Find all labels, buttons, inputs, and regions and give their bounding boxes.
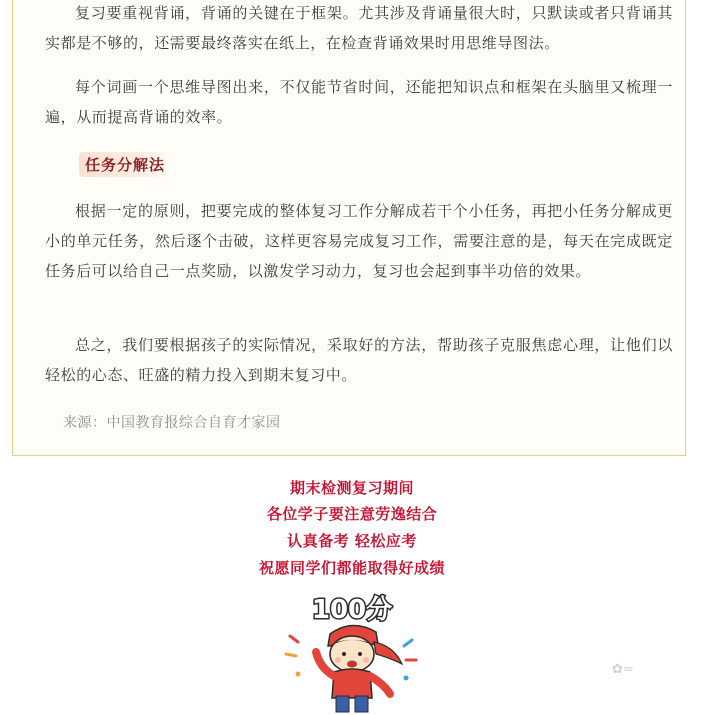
illustration-caption: 100分 xyxy=(311,595,393,625)
article-paragraph: 根据一定的原则，把要完成的整体复习工作分解成若干个小任务，再把小任务分解成更小的单元任务，然后逐个击破，这样更容易完成复习工作，需要注意的是，每天在完成既定任务后可以给自己一点奖励，以激发学习动力，复习也会起到事半功倍的效果。 xyxy=(45,202,673,280)
watermark-logo: ✿≈ xyxy=(612,662,634,677)
article-paragraph: 每个词画一个思维导图出来，不仅能节省时间，还能把知识点和框架在头脑里又梳理一遍，从而提高背诵的效率。 xyxy=(45,78,673,126)
source-credit: 来源：中国教育报综合自育才家园 xyxy=(63,415,281,431)
closing-line: 祝愿同学们都能取得好成绩 xyxy=(258,559,445,577)
closing-line: 各位学子要注意劳逸结合 xyxy=(266,505,438,523)
article-paragraph: 总之，我们要根据孩子的实际情况，采取好的方法，帮助孩子克服焦虑心理，让他们以轻松的心态、旺盛的精力投入到期末复习中。 xyxy=(45,336,673,384)
student-celebrating-icon xyxy=(272,588,432,715)
closing-line: 认真备考 轻松应考 xyxy=(287,532,417,550)
article-card xyxy=(12,0,686,456)
section-heading: 任务分解法 xyxy=(79,152,171,177)
closing-line: 期末检测复习期间 xyxy=(289,479,414,497)
article-paragraph: 复习要重视背诵，背诵的关键在于框架。尤其涉及背诵量很大时，只默读或者只背诵其实都是不够的，还需要最终落实在纸上，在检查背诵效果时用思维导图法。 xyxy=(45,4,673,52)
